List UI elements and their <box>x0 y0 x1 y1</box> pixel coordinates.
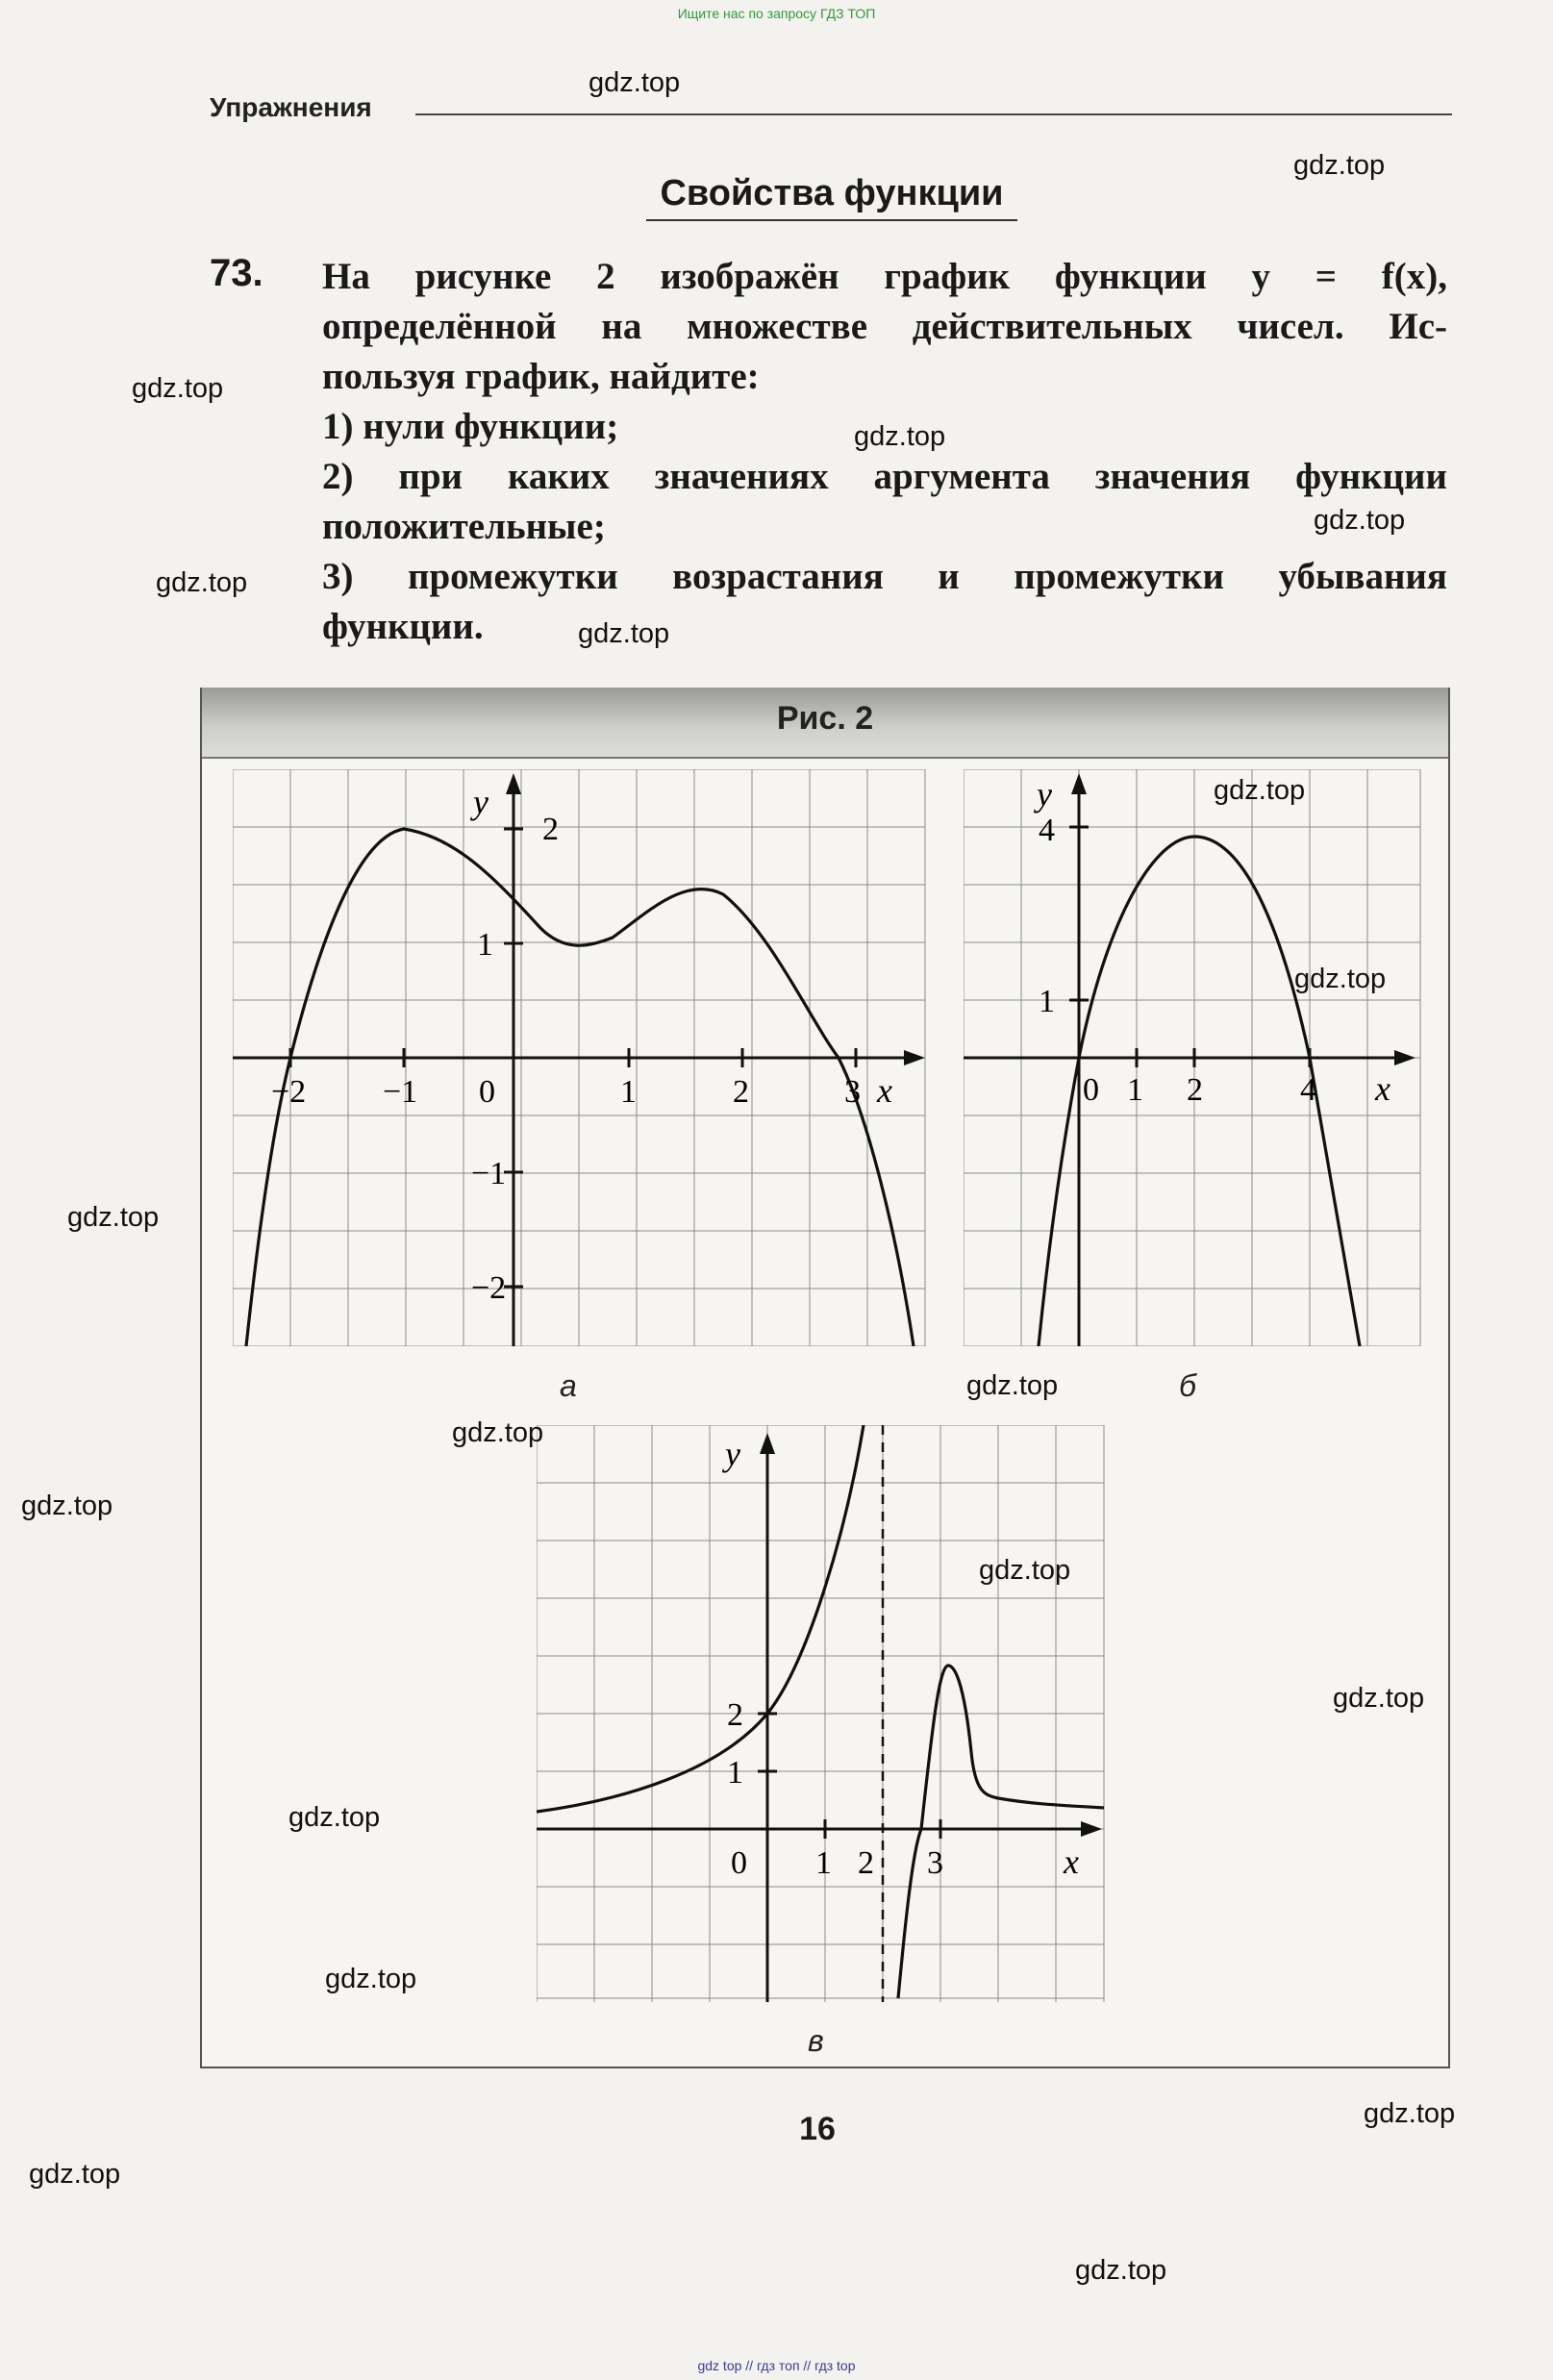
header-rule <box>415 113 1452 115</box>
x-axis-label-c: x <box>1064 1842 1079 1881</box>
y-tick-label: 1 <box>727 1755 743 1791</box>
exercise-line: 3) промежутки возрастания и промежутки убывания <box>322 556 1447 597</box>
graph-panel-b <box>964 769 1425 1346</box>
watermark: gdz.top <box>156 567 248 598</box>
watermark: gdz.top <box>1294 964 1387 994</box>
bottom-banner: gdz top // гдз топ // гдз top <box>697 2358 856 2373</box>
x-arrow-c <box>1081 1821 1102 1837</box>
function-curve-a <box>246 829 914 1346</box>
watermark: gdz.top <box>132 373 224 404</box>
y-tick-label: 1 <box>1039 984 1055 1019</box>
exercise-line: положительные; <box>322 506 606 547</box>
x-tick-label: 0 <box>1083 1072 1099 1108</box>
y-tick-label: −2 <box>471 1270 507 1306</box>
x-arrow-b <box>1394 1050 1415 1065</box>
x-tick-label: 1 <box>620 1074 637 1110</box>
watermark: gdz.top <box>979 1555 1071 1586</box>
x-tick-label: 3 <box>927 1845 943 1881</box>
x-tick-label: 1 <box>815 1845 832 1881</box>
watermark: gdz.top <box>67 1202 160 1233</box>
section-header: Упражнения <box>210 92 372 122</box>
x-tick-label: −2 <box>271 1074 307 1110</box>
x-axis-label-b: x <box>1375 1069 1390 1108</box>
ticks-b <box>1069 827 1310 1067</box>
watermark: gdz.top <box>1314 505 1406 536</box>
panel-label-a: а <box>560 1368 577 1403</box>
graph-panel-a <box>233 769 935 1346</box>
graph-panel-c <box>537 1425 1109 2002</box>
watermark: gdz.top <box>29 2159 121 2190</box>
y-tick-label: 2 <box>542 812 559 847</box>
grid-c <box>537 1425 1104 2002</box>
y-axis-label-b: y <box>1037 775 1052 814</box>
panel-label-c: в <box>808 2023 824 2058</box>
ticks-c <box>758 1714 940 1839</box>
x-tick-label: 3 <box>844 1074 861 1110</box>
x-axis-label-a: x <box>877 1071 892 1110</box>
x-tick-label: 2 <box>858 1845 874 1881</box>
function-curve-c-right <box>898 1666 1104 1998</box>
watermark: gdz.top <box>288 1802 381 1833</box>
watermark: gdz.top <box>1075 2255 1167 2286</box>
watermark: gdz.top <box>1293 150 1386 181</box>
x-tick-label: 0 <box>731 1845 747 1881</box>
figure-title: Рис. 2 <box>776 700 874 737</box>
topic-underline <box>646 219 1017 221</box>
watermark: gdz.top <box>966 1370 1059 1401</box>
x-arrow-a <box>904 1050 925 1065</box>
y-tick-label: −1 <box>471 1156 507 1191</box>
y-arrow-a <box>506 773 521 794</box>
page-number: 16 <box>799 2111 836 2147</box>
watermark: gdz.top <box>21 1491 113 1521</box>
y-arrow-c <box>760 1433 775 1454</box>
watermark: gdz.top <box>452 1417 544 1448</box>
exercise-line: 1) нули функции; <box>322 406 619 447</box>
watermark: gdz.top <box>325 1964 417 1994</box>
y-tick-label: 2 <box>727 1697 743 1733</box>
exercise-number: 73. <box>210 252 263 294</box>
watermark: gdz.top <box>1364 2098 1456 2129</box>
y-tick-label: 1 <box>477 927 493 963</box>
x-tick-label: 1 <box>1127 1072 1143 1108</box>
x-tick-label: 2 <box>733 1074 749 1110</box>
top-banner: Ищите нас по запросу ГДЗ ТОП <box>677 6 876 21</box>
x-tick-label: 4 <box>1300 1072 1316 1108</box>
exercise-line: пользуя график, найдите: <box>322 356 760 397</box>
x-tick-label: −1 <box>383 1074 418 1110</box>
x-tick-label: 2 <box>1187 1072 1203 1108</box>
y-axis-label-a: y <box>473 783 488 821</box>
watermark: gdz.top <box>1214 775 1306 806</box>
y-arrow-b <box>1071 773 1087 794</box>
x-tick-label: 0 <box>479 1074 495 1110</box>
watermark: gdz.top <box>578 618 670 649</box>
y-tick-label: 4 <box>1039 813 1055 848</box>
y-axis-label-c: y <box>725 1435 740 1473</box>
panel-label-b: б <box>1179 1368 1196 1403</box>
watermark: gdz.top <box>589 67 681 98</box>
watermark: gdz.top <box>854 421 946 452</box>
exercise-line: определённой на множестве действительных чисел. Ис- <box>322 306 1447 347</box>
exercise-line: На рисунке 2 изображён график функции y = f(x), <box>322 256 1447 297</box>
topic-title: Свойства функции <box>660 173 1004 213</box>
exercise-line: 2) при каких значениях аргумента значения функции <box>322 456 1447 497</box>
exercise-line: функции. <box>322 606 484 647</box>
watermark: gdz.top <box>1333 1683 1425 1714</box>
